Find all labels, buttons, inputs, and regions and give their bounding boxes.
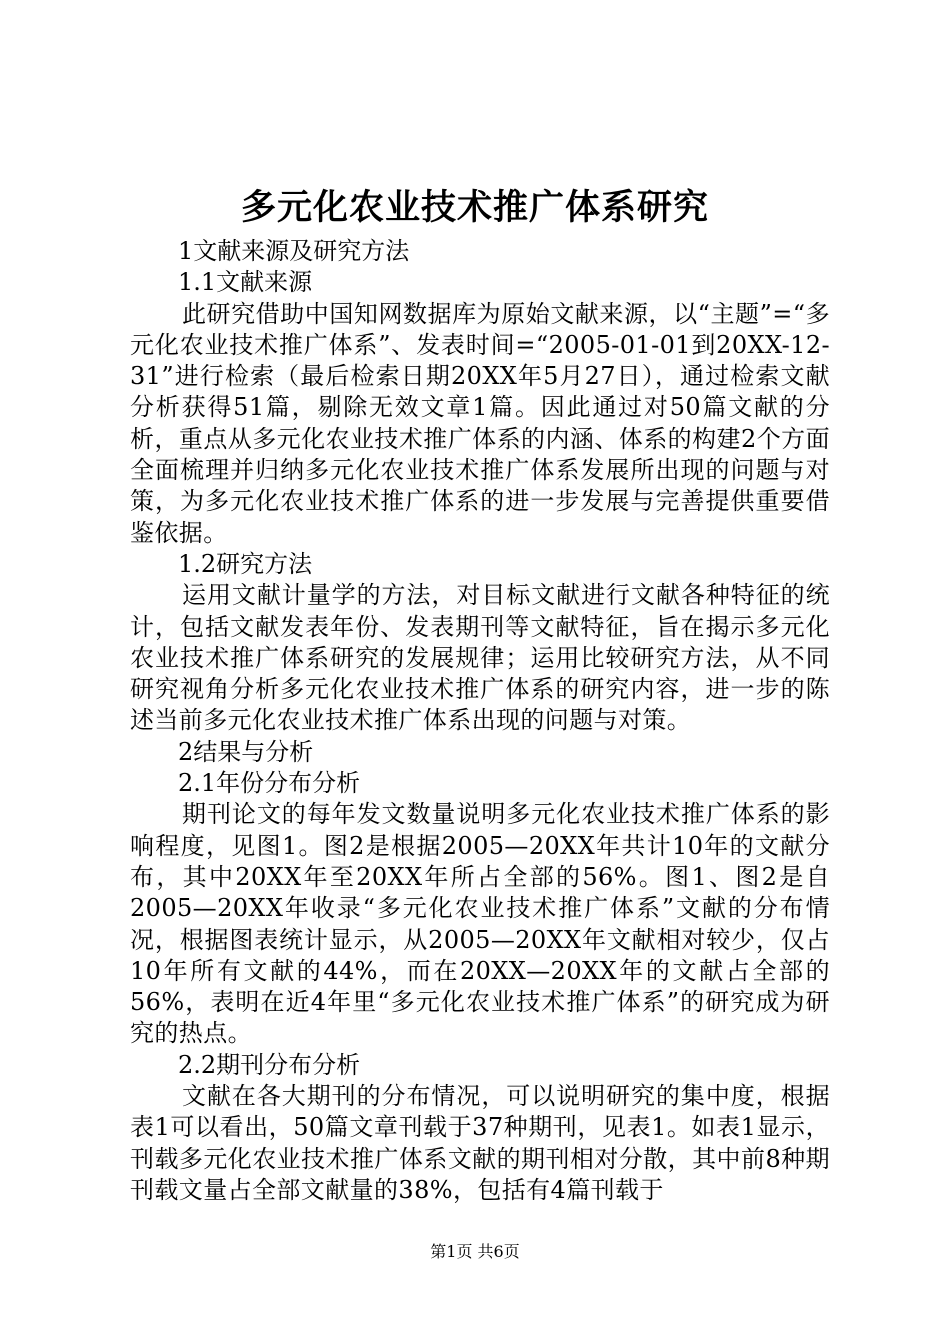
paragraph-journal-distribution: 文献在各大期刊的分布情况，可以说明研究的集中度，根据表1可以看出，50篇文章刊载于37种期刊，见表1。如表1显示，刊载多元化农业技术推广体系文献的期刊相对分散，其中前8种期刊载文量占全部文献量的38%，包括有4篇刊载于 <box>130 1082 830 1204</box>
paragraph-methods: 运用文献计量学的方法，对目标文献进行文献各种特征的统计，包括文献发表年份、发表期刊等文献特征，旨在揭示多元化农业技术推广体系研究的发展规律；运用比较研究方法，从不同研究视角分析多元化农业技术推广体系的研究内容，进一步的陈述当前多元化农业技术推广体系出现的问题与对策。 <box>130 581 830 735</box>
paragraph-year-distribution: 期刊论文的每年发文数量说明多元化农业技术推广体系的影响程度，见图1。图2是根据2005—20XX年共计10年的文献分布，其中20XX年至20XX年所占全部的56%。图1、图2是自2005—20XX年收录“多元化农业技术推广体系”文献的分布情况，根据图表统计显示，从2005—20XX年文献相对较少，仅占10年所有文献的44%，而在20XX—20XX年的文献占全部的56%，表明在近4年里“多元化农业技术推广体系”的研究成为研究的热点。 <box>130 800 830 1048</box>
page-number-footer: 第1页 共6页 <box>430 1242 520 1261</box>
section-heading-2-2: 2.2期刊分布分析 <box>178 1050 361 1079</box>
document-title: 多元化农业技术推广体系研究 <box>240 187 709 228</box>
section-heading-1: 1文献来源及研究方法 <box>178 237 410 265</box>
document-body <box>130 236 830 1206</box>
section-heading-1-2: 1.2研究方法 <box>178 549 313 578</box>
section-heading-2-1: 2.1年份分布分析 <box>178 769 361 798</box>
section-heading-2: 2结果与分析 <box>178 737 314 766</box>
paragraph-sources: 此研究借助中国知网数据库为原始文献来源，以“主题”=“多元化农业技术推广体系”、发表时间=“2005-01-01到20XX-12-31”进行检索（最后检索日期20XX年5月27日），通过检索文献分析获得51篇，剔除无效文章1篇。因此通过对50篇文献的分析，重点从多元化农业技术推广体系的内涵、体系的构建2个方面全面梳理并归纳多元化农业技术推广体系发展所出现的问题与对策，为多元化农业技术推广体系的进一步发展与完善提供重要借鉴依据。 <box>130 299 830 547</box>
section-heading-1-1: 1.1文献来源 <box>178 268 313 297</box>
